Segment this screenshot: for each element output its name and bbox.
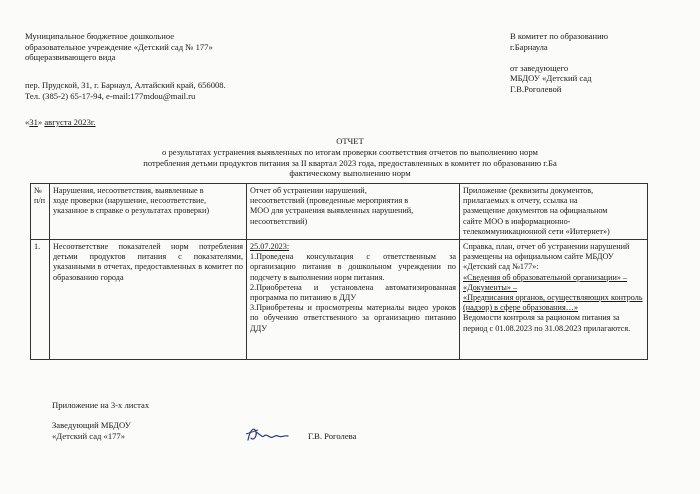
org-line-3: общеразвивающего вида (25, 52, 116, 63)
contact-address (25, 80, 226, 101)
addressee-line-5: МБДОУ «Детский сад (510, 73, 592, 84)
attachment-cell (460, 240, 648, 360)
header-violations: Нарушения, несоответствия, выявленные в ходе проверки (нарушение, несоответствие, указанное в справке о результатах проверки) (50, 184, 247, 240)
date-day: 31 (29, 117, 38, 127)
date-rest: августа 2023г. (44, 117, 96, 127)
attachment-intro: Справка, план, отчет об устранении нарушений размещены на официальном сайте МБДОУ «Детский сад №177»: (463, 242, 630, 272)
document-title: ОТЧЕТ (336, 136, 364, 146)
report-table (30, 183, 648, 360)
phone-email-line: Тел. (385-2) 65-17-94, e-mail:177mdou@mail.ru (25, 90, 196, 101)
header-report: Отчет об устранении нарушений, несоответствий (проведенные мероприятия в МОО для устранения выявленных нарушений, несоответствий) (247, 184, 460, 240)
table-header-row (31, 184, 648, 240)
report-date: 25.07.2023: (250, 242, 290, 252)
report-item-3: 3.Приобретены и просмотрены материалы видео уроков по обучению ответственного за организацию питанию ДДУ (250, 303, 456, 333)
header-number: № п/п (31, 184, 50, 240)
header-attachment: Приложение (реквизиты документов, прилагаемых к отчету, ссылка на размещение документов на официальном сайте МОО в информационно- телекоммуникационной сети «Интернет») (460, 184, 648, 240)
report-item-1: 1.Проведена консультация с ответственным за организацию питания в дошкольном учреждении по подсчету в выполнении норм питания. (250, 252, 456, 282)
addressee-line-4: от заведующего (510, 62, 569, 73)
attachment-outro: Ведомости контроля за рационом питания за период с 01.08.2023 по 31.08.2023 прилагаются. (463, 313, 631, 333)
address-line: пер. Прудской, 31, г. Барнаул, Алтайский край, 656008. (25, 80, 226, 90)
org-line-1: Муниципальное бюджетное дошкольное (25, 31, 175, 41)
org-line-2: образовательное учреждение «Детский сад № 177» (25, 41, 213, 52)
document-subtitle (0, 147, 700, 179)
signature-title (52, 420, 131, 441)
signature-title-line-1: Заведующий МБДОУ (52, 420, 131, 430)
handwritten-signature (244, 424, 302, 446)
attachment-link-1[interactable]: «Сведения об образовательной организации» – «Документы» – (463, 272, 628, 292)
signature-title-line-2: «Детский сад «177» (52, 430, 126, 441)
addressee-line-3 (510, 52, 608, 63)
subtitle-line-2: потребления детьми продуктов питания за II квартал 2023 года, предоставленных в комитет по образованию г.Ба (143, 157, 557, 168)
addressee-line-6: Г.В.Роголевой (510, 83, 562, 94)
addressee-block (510, 31, 608, 95)
table-row (31, 240, 648, 360)
addressee-line-1: В комитет по образованию (510, 31, 609, 41)
attachment-link-2[interactable]: «Предписания органов, осуществляющих контроль (надзор) в сфере образования…» (463, 293, 643, 313)
document-date: «31» августа 2023г. (25, 117, 96, 127)
addressee-line-2: г.Барнаула (510, 41, 548, 52)
subtitle-line-3: фактическому выполнению норм (289, 168, 411, 179)
subtitle-line-1: о результатах устранения выявленных по итогам проверки соответствия отчетов по выполнению норм (162, 147, 538, 157)
signatory-name: Г.В. Роголева (308, 431, 357, 441)
attachments-note: Приложение на 3-х листах (52, 400, 150, 410)
report-cell (247, 240, 460, 360)
row-number: 1. (31, 240, 50, 360)
violation-cell: Несоответствие показателей норм потребления детьми продуктов питания с показателями, указанными в отчетах, предоставленных в комитет по образованию города (50, 240, 247, 360)
organization-header (25, 31, 213, 63)
report-item-2: 2.Приобретена и установлена автоматизированная программа по питанию в ДДУ (250, 282, 456, 303)
